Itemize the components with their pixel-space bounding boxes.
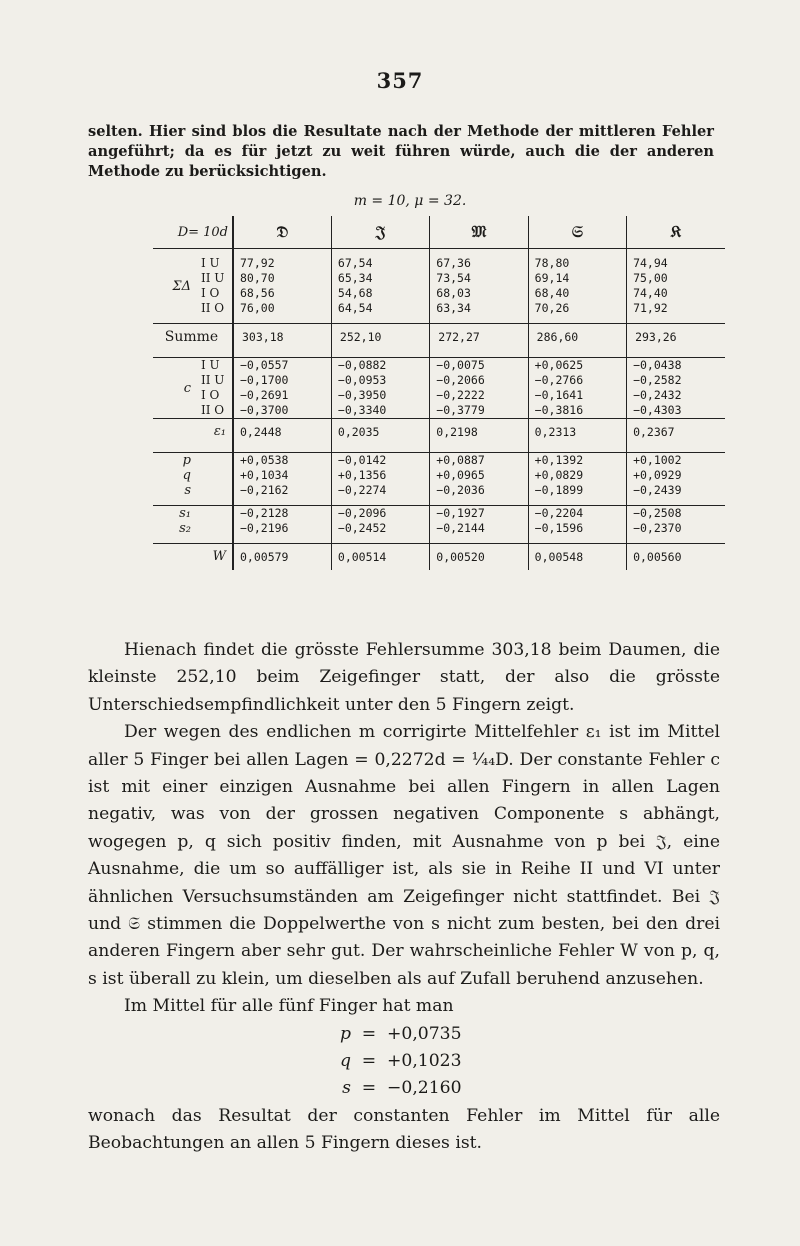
table-row xyxy=(153,453,725,469)
table-cell: −0,0557 xyxy=(233,358,331,374)
equation-q: q = +0,1023 xyxy=(88,1048,720,1075)
spacer-cell xyxy=(197,249,233,257)
row-label: s xyxy=(184,483,191,498)
row-sublabel: II U xyxy=(197,271,233,286)
spacer-cell xyxy=(627,316,725,324)
table-cell: 75,00 xyxy=(627,271,725,286)
table-row xyxy=(153,544,725,571)
spacer-cell xyxy=(627,350,725,358)
table-cell: −0,2508 xyxy=(627,506,725,522)
spacer-cell xyxy=(627,498,725,506)
column-header-daumen: 𝔇 xyxy=(233,216,331,249)
table-cell: −0,1641 xyxy=(528,388,626,403)
table-cell: −0,2274 xyxy=(331,483,429,498)
column-header-kleinfinger: 𝔎 xyxy=(627,216,725,249)
table-cell: 0,00514 xyxy=(331,544,429,571)
equation-rhs: +0,1023 xyxy=(387,1051,462,1072)
spacer-cell xyxy=(430,316,528,324)
spacer-cell xyxy=(528,316,626,324)
equation-rhs: −0,2160 xyxy=(387,1078,462,1099)
body-text xyxy=(88,637,720,1158)
closing-paragraph: wonach das Resultat der constanten Fehler im Mittel für alle Beobachtungen an allen 5 Fingern dieses ist. xyxy=(88,1105,720,1154)
table-cell: 0,00548 xyxy=(528,544,626,571)
table-cell: −0,2066 xyxy=(430,373,528,388)
table-cell: +0,1356 xyxy=(331,468,429,483)
table-parameters: m = 10, μ = 32. xyxy=(353,193,467,209)
table-cell: 272,27 xyxy=(430,324,528,351)
spacer-cell xyxy=(153,445,197,453)
table-cell: +0,0538 xyxy=(233,453,331,469)
table-cell: 286,60 xyxy=(528,324,626,351)
spacer-cell xyxy=(153,249,197,257)
row-label: q xyxy=(182,468,191,483)
spacer-cell xyxy=(233,536,331,544)
table-cell: −0,2582 xyxy=(627,373,725,388)
row-sublabel xyxy=(197,468,233,483)
row-label: ε₁ xyxy=(153,419,233,446)
table-cell: 70,26 xyxy=(528,301,626,316)
spacer-cell xyxy=(528,249,626,257)
equation-lhs: s xyxy=(342,1078,351,1099)
table-cell: 77,92 xyxy=(233,256,331,271)
spacer-cell xyxy=(430,445,528,453)
spacer-cell xyxy=(627,536,725,544)
table-cell: 71,92 xyxy=(627,301,725,316)
spacer-cell xyxy=(153,498,197,506)
column-header-ringfinger: 𝔖 xyxy=(528,216,626,249)
table-cell: 0,00579 xyxy=(233,544,331,571)
table-cell: +0,0929 xyxy=(627,468,725,483)
paragraph: Der wegen des endlichen m corrigirte Mittelfehler ε₁ ist im Mittel aller 5 Finger bei allen Lagen = 0,2272d = ¹⁄₄₄D. Der constante Fehler c ist mit einer einzigen Ausnahme bei allen Fingern in allen Lagen negativ, was von der grossen negativen Componente s abhängt, wogegen p, q sich positiv finden, mit Ausnahme von p bei 𝔍, eine Ausnahme, die um so auffälliger ist, als sie in Reihe II und VI unter ähnlichen Versuchsumständen am Zeigefinger nicht stattfindet. Bei 𝔍 und 𝔖 stimmen die Doppelwerthe von s nicht zum besten, bei den drei anderen Fingern aber sehr gut. Der wahrscheinliche Fehler W von p, q, s ist überall zu klein, um dieselben als auf Zufall beruhend anzusehen. xyxy=(88,722,720,989)
spacer-cell xyxy=(197,350,233,358)
table-cell: 64,54 xyxy=(331,301,429,316)
table-row xyxy=(153,419,725,446)
table-cell: −0,1700 xyxy=(233,373,331,388)
table-cell: −0,3779 xyxy=(430,403,528,419)
table-cell: −0,0953 xyxy=(331,373,429,388)
spacer-cell xyxy=(627,445,725,453)
table-cell: −0,2452 xyxy=(331,521,429,536)
table-cell: −0,1596 xyxy=(528,521,626,536)
table-row xyxy=(153,373,725,388)
row-sublabel xyxy=(197,453,233,469)
spacer-cell xyxy=(331,249,429,257)
row-sublabel: II O xyxy=(197,403,233,419)
table-cell: −0,2162 xyxy=(233,483,331,498)
row-label: s₁ xyxy=(153,506,197,522)
table-cell: −0,2439 xyxy=(627,483,725,498)
table-row xyxy=(153,521,725,536)
table-cell: +0,1034 xyxy=(233,468,331,483)
spacer-cell xyxy=(528,445,626,453)
spacer-cell xyxy=(153,536,197,544)
table-cell: −0,1927 xyxy=(430,506,528,522)
table-row xyxy=(153,301,725,316)
table-cell: 68,03 xyxy=(430,286,528,301)
equation-s: s = −0,2160 xyxy=(88,1075,720,1102)
row-group-label: c xyxy=(153,358,197,419)
table-cell: −0,0075 xyxy=(430,358,528,374)
spacer-cell xyxy=(627,249,725,257)
table-cell: 63,34 xyxy=(430,301,528,316)
table-row xyxy=(153,256,725,271)
table-cell: −0,4303 xyxy=(627,403,725,419)
table-cell: 68,40 xyxy=(528,286,626,301)
table-cell: −0,1899 xyxy=(528,483,626,498)
row-label: W xyxy=(153,544,233,571)
spacer-cell xyxy=(430,498,528,506)
table-cell: −0,2036 xyxy=(430,483,528,498)
spacer-cell xyxy=(430,350,528,358)
paragraph: Hienach findet die grösste Fehlersumme 303,18 beim Daumen, die kleinste 252,10 beim Zeigefinger statt, der also die grösste Unterschiedsempfindlichkeit unter den 5 Fingern zeigt. xyxy=(88,640,720,715)
table-cell: −0,2144 xyxy=(430,521,528,536)
spacer-cell xyxy=(197,316,233,324)
table-cell: +0,1392 xyxy=(528,453,626,469)
table-cell: −0,2222 xyxy=(430,388,528,403)
column-header-mittelfinger: 𝔐 xyxy=(430,216,528,249)
table-cell: +0,0887 xyxy=(430,453,528,469)
spacer-cell xyxy=(233,498,331,506)
table-row xyxy=(153,483,725,498)
row-group-label: ΣΔ xyxy=(172,278,191,294)
row-spacer xyxy=(153,498,725,506)
spacer-cell xyxy=(331,316,429,324)
spacer-cell xyxy=(528,350,626,358)
table-row xyxy=(153,468,725,483)
equation-rhs: +0,0735 xyxy=(387,1023,462,1044)
table-cell: −0,2196 xyxy=(233,521,331,536)
table-cell: +0,1002 xyxy=(627,453,725,469)
table-corner-label: D= 10d xyxy=(153,216,233,249)
spacer-cell xyxy=(331,350,429,358)
equation-lhs: q xyxy=(339,1051,351,1072)
table-cell: −0,2204 xyxy=(528,506,626,522)
row-spacer xyxy=(153,316,725,324)
spacer-cell xyxy=(233,445,331,453)
table-cell: −0,2128 xyxy=(233,506,331,522)
row-spacer xyxy=(153,350,725,358)
table-cell: 303,18 xyxy=(233,324,331,351)
spacer-cell xyxy=(331,536,429,544)
spacer-cell xyxy=(197,498,233,506)
table-row xyxy=(153,506,725,522)
table-cell: 0,2198 xyxy=(430,419,528,446)
row-sublabel xyxy=(197,521,233,536)
table-cell: 0,2367 xyxy=(627,419,725,446)
spacer-cell xyxy=(233,316,331,324)
row-sublabel: I U xyxy=(197,358,233,374)
equation-lhs: p xyxy=(339,1023,351,1044)
column-header-zeigefinger: 𝔍 xyxy=(331,216,429,249)
results-table xyxy=(153,216,725,570)
spacer-cell xyxy=(233,350,331,358)
row-label: p xyxy=(153,453,197,469)
spacer-cell xyxy=(528,536,626,544)
spacer-cell xyxy=(153,350,197,358)
table-cell: +0,0625 xyxy=(528,358,626,374)
row-label: s₂ xyxy=(179,521,191,536)
spacer-cell xyxy=(430,249,528,257)
table-cell: −0,0882 xyxy=(331,358,429,374)
row-sublabel: I U xyxy=(197,256,233,271)
row-sublabel xyxy=(197,506,233,522)
spacer-cell xyxy=(197,536,233,544)
table-cell: 67,36 xyxy=(430,256,528,271)
spacer-cell xyxy=(331,498,429,506)
table-cell: −0,2766 xyxy=(528,373,626,388)
table-cell: −0,3700 xyxy=(233,403,331,419)
table-row xyxy=(153,286,725,301)
table-cell: 0,2035 xyxy=(331,419,429,446)
table-row xyxy=(153,271,725,286)
equation-p: p = +0,0735 xyxy=(88,1021,720,1048)
table-row xyxy=(153,403,725,419)
table-cell: 293,26 xyxy=(627,324,725,351)
row-spacer xyxy=(153,249,725,257)
table-cell: 76,00 xyxy=(233,301,331,316)
table-cell: 69,14 xyxy=(528,271,626,286)
spacer-cell xyxy=(528,498,626,506)
table-cell: 68,56 xyxy=(233,286,331,301)
table-cell: +0,0965 xyxy=(430,468,528,483)
table-cell: 80,70 xyxy=(233,271,331,286)
paragraph: Im Mittel für alle fünf Finger hat man xyxy=(124,996,454,1017)
spacer-cell xyxy=(153,316,197,324)
table-cell: −0,3950 xyxy=(331,388,429,403)
row-sublabel: II U xyxy=(197,373,233,388)
table-cell: −0,2096 xyxy=(331,506,429,522)
spacer-cell xyxy=(233,249,331,257)
table-cell: +0,0829 xyxy=(528,468,626,483)
spacer-cell xyxy=(331,445,429,453)
equations xyxy=(88,1021,720,1103)
table-cell: −0,0142 xyxy=(331,453,429,469)
table-cell: 74,94 xyxy=(627,256,725,271)
row-spacer xyxy=(153,536,725,544)
table-cell: 67,54 xyxy=(331,256,429,271)
table-row xyxy=(153,388,725,403)
table-cell: 0,00520 xyxy=(430,544,528,571)
intro-paragraph: selten. Hier sind blos die Resultate nach der Methode der mittleren Fehler angeführt; da es für jetzt zu weit führen würde, auch die der anderen Methode zu berücksichtigen. xyxy=(88,123,714,180)
table-cell: 0,00560 xyxy=(627,544,725,571)
table-cell: 65,34 xyxy=(331,271,429,286)
table-cell: −0,3816 xyxy=(528,403,626,419)
table-cell: 54,68 xyxy=(331,286,429,301)
row-label: Summe xyxy=(153,324,233,351)
table-cell: −0,2432 xyxy=(627,388,725,403)
table-cell: 252,10 xyxy=(331,324,429,351)
row-sublabel xyxy=(197,483,233,498)
table-cell: −0,2370 xyxy=(627,521,725,536)
row-sublabel: I O xyxy=(197,286,233,301)
table-cell: 74,40 xyxy=(627,286,725,301)
table-cell: 78,80 xyxy=(528,256,626,271)
table-cell: 0,2313 xyxy=(528,419,626,446)
table-cell: −0,3340 xyxy=(331,403,429,419)
table-row xyxy=(153,324,725,351)
spacer-cell xyxy=(430,536,528,544)
table-row xyxy=(153,358,725,374)
row-sublabel: I O xyxy=(197,388,233,403)
table-cell: 73,54 xyxy=(430,271,528,286)
row-spacer xyxy=(153,445,725,453)
row-sublabel: II O xyxy=(197,301,233,316)
table-cell: −0,2691 xyxy=(233,388,331,403)
page-number: 357 xyxy=(376,68,424,93)
table-body xyxy=(153,249,725,571)
table-cell: −0,0438 xyxy=(627,358,725,374)
spacer-cell xyxy=(197,445,233,453)
table-cell: 0,2448 xyxy=(233,419,331,446)
